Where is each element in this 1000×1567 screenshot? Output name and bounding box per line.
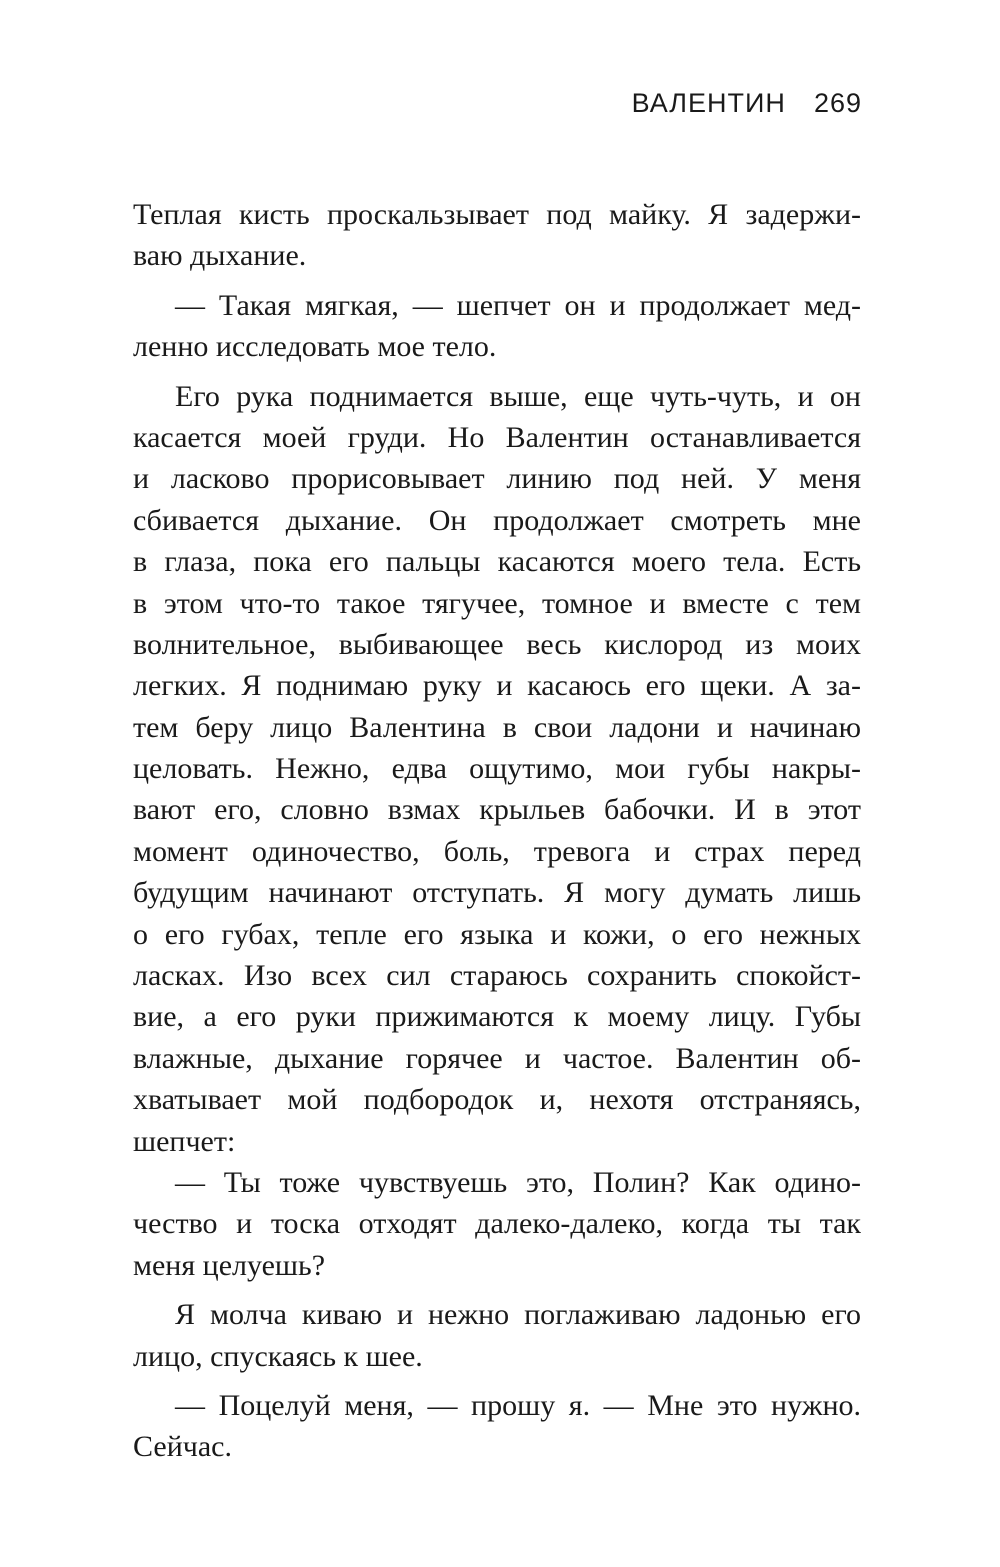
text-line: в этом что-то такое тягучее, томное и вместе с тем	[133, 586, 861, 620]
text-line: влажные, дыхание горячее и частое. Валентин об-	[133, 1041, 861, 1075]
text-line: — Такая мягкая, — шепчет он и продолжает мед-	[175, 288, 861, 322]
text-line: будущим начинают отступать. Я могу думать лишь	[133, 876, 861, 910]
chapter-title: ВАЛЕНТИН	[631, 88, 786, 118]
body-text	[133, 194, 861, 1468]
text-line: о его губах, тепле его языка и кожи, о его нежных	[133, 917, 861, 951]
text-line: тем беру лицо Валентина в свои ладони и начинаю	[133, 710, 861, 744]
text-line: лицо, спускаясь к шее.	[133, 1339, 423, 1373]
text-line: волнительное, выбивающее весь кислород из моих	[133, 627, 861, 661]
text-line: касается моей груди. Но Валентин останавливается	[133, 420, 861, 454]
text-line: чество и тоска отходят далеко-далеко, когда ты так	[133, 1207, 861, 1241]
text-line: ленно исследовать мое тело.	[133, 330, 497, 364]
text-line: хватывает мой подбородок и, нехотя отстраняясь,	[133, 1083, 861, 1117]
text-line: сбивается дыхание. Он продолжает смотреть мне	[133, 503, 861, 537]
text-line: момент одиночество, боль, тревога и страх перед	[133, 834, 861, 868]
text-line: ласках. Изо всех сил стараюсь сохранить спокойст-	[133, 959, 861, 993]
text-line: ваю дыхание.	[133, 239, 307, 273]
text-line: шепчет:	[133, 1124, 236, 1158]
text-line: Я молча киваю и нежно поглаживаю ладонью его	[175, 1298, 861, 1332]
text-line: вают его, словно взмах крыльев бабочки. И в этот	[133, 793, 861, 827]
running-header	[0, 88, 862, 119]
text-line: в глаза, пока его пальцы касаются моего тела. Есть	[133, 545, 861, 579]
page-number: 269	[813, 88, 862, 118]
text-line: Теплая кисть проскальзывает под майку. Я задержи-	[133, 198, 861, 231]
text-line: — Поцелуй меня, — прошу я. — Мне это нужно.	[175, 1388, 861, 1422]
text-line: целовать. Нежно, едва ощутимо, мои губы накры-	[133, 752, 861, 786]
text-line: Сейчас.	[133, 1430, 232, 1464]
text-line: легких. Я поднимаю руку и касаюсь его щеки. А за-	[133, 669, 861, 703]
text-line: — Ты тоже чувствуешь это, Полин? Как одино-	[175, 1165, 861, 1199]
text-line: меня целуешь?	[133, 1248, 326, 1282]
text-line: Его рука поднимается выше, еще чуть-чуть, и он	[175, 379, 861, 413]
text-line: и ласково прорисовывает линию под ней. У меня	[133, 462, 861, 496]
text-line: вие, а его руки прижимаются к моему лицу. Губы	[133, 1000, 861, 1034]
